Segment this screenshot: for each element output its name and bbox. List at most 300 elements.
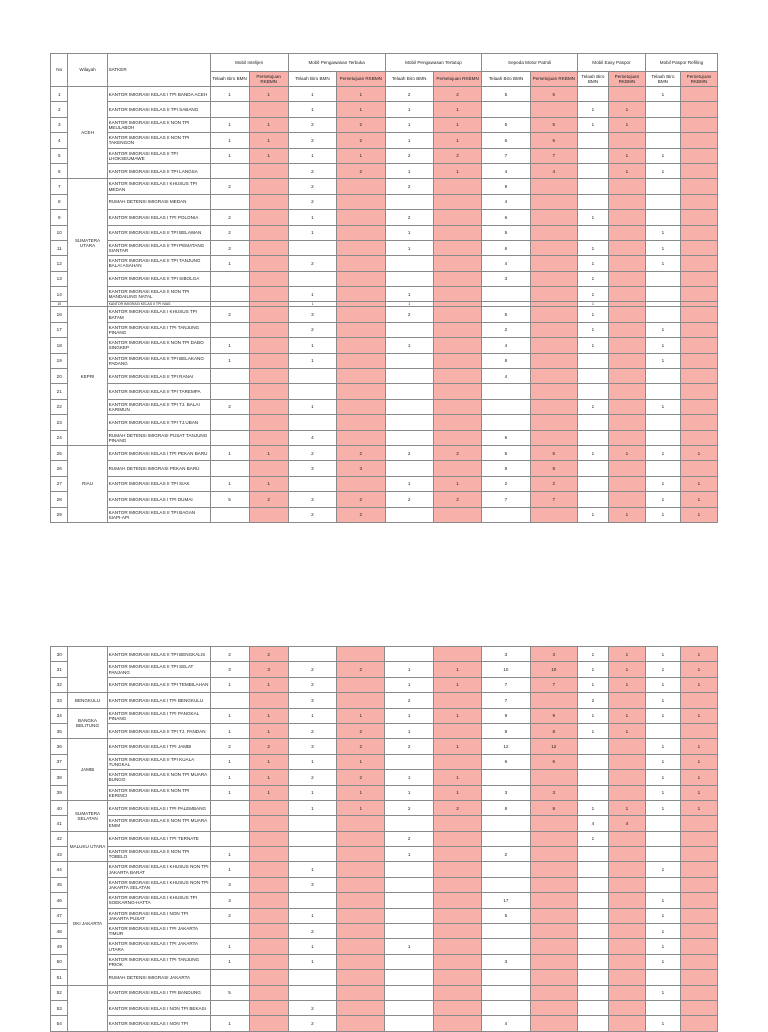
persetujuan-value: 5 bbox=[530, 445, 577, 460]
telaah-value: 2 bbox=[288, 770, 336, 785]
table-row bbox=[51, 970, 718, 985]
telaah-value: 1 bbox=[288, 302, 336, 307]
row-number: 2 bbox=[51, 102, 68, 117]
satker-cell bbox=[107, 739, 210, 754]
telaah-value: 1 bbox=[288, 862, 336, 877]
telaah-value: 3 bbox=[210, 877, 249, 892]
satker-cell bbox=[107, 117, 210, 132]
table-row bbox=[51, 647, 718, 662]
row-number: 46 bbox=[51, 893, 68, 908]
telaah-value bbox=[645, 133, 680, 148]
row-number: 41 bbox=[51, 816, 68, 831]
header-group: Mobil Pengawasan Terbuka bbox=[288, 54, 385, 72]
table-row bbox=[51, 148, 718, 163]
telaah-value: 2 bbox=[288, 133, 336, 148]
persetujuan-value: 1 bbox=[608, 102, 645, 117]
satker-cell bbox=[107, 271, 210, 286]
telaah-value: 2 bbox=[210, 647, 249, 662]
telaah-value: 1 bbox=[288, 353, 336, 368]
table-row bbox=[51, 87, 718, 102]
telaah-value: 2 bbox=[288, 445, 336, 460]
telaah-value bbox=[645, 194, 680, 209]
persetujuan-value: 1 bbox=[608, 677, 645, 692]
telaah-value: 1 bbox=[288, 399, 336, 414]
telaah-value bbox=[577, 1000, 608, 1015]
telaah-value: 2 bbox=[288, 723, 336, 738]
telaah-value bbox=[210, 384, 249, 399]
telaah-value: 2 bbox=[482, 847, 530, 862]
persetujuan-value bbox=[337, 287, 385, 302]
table-row bbox=[51, 816, 718, 831]
telaah-value: 3 bbox=[210, 240, 249, 255]
persetujuan-value: 1 bbox=[433, 785, 481, 800]
table-row bbox=[51, 353, 718, 368]
persetujuan-value bbox=[608, 194, 645, 209]
persetujuan-value bbox=[680, 924, 717, 939]
telaah-value: 1 bbox=[210, 148, 249, 163]
telaah-value bbox=[288, 816, 336, 831]
telaah-value: 2 bbox=[288, 507, 336, 522]
telaah-value: 1 bbox=[577, 723, 608, 738]
persetujuan-value bbox=[433, 179, 481, 194]
persetujuan-value bbox=[249, 271, 288, 286]
persetujuan-value bbox=[530, 877, 577, 892]
persetujuan-value: 1 bbox=[680, 492, 717, 507]
persetujuan-value bbox=[680, 908, 717, 923]
telaah-value: 3 bbox=[482, 785, 530, 800]
persetujuan-value bbox=[337, 338, 385, 353]
telaah-value bbox=[577, 847, 608, 862]
telaah-value bbox=[577, 939, 608, 954]
satker-cell bbox=[107, 893, 210, 908]
telaah-value bbox=[385, 754, 433, 769]
persetujuan-value bbox=[530, 102, 577, 117]
satker-text: KANTOR IMIGRASI KELAS II TPI BELAWAN bbox=[108, 230, 202, 236]
telaah-value: 2 bbox=[210, 210, 249, 225]
satker-cell bbox=[107, 353, 210, 368]
persetujuan-value bbox=[433, 210, 481, 225]
satker-text: KANTOR IMIGRASI KELAS II TPI TANJUNG BALAI ASAHAN bbox=[108, 258, 201, 269]
satker-text: KANTOR IMIGRASI KELAS II NON TPI MEULABOH bbox=[108, 119, 190, 130]
telaah-value: 1 bbox=[385, 847, 433, 862]
telaah-value: 1 bbox=[577, 662, 608, 677]
row-number: 13 bbox=[51, 271, 68, 286]
row-number: 50 bbox=[51, 954, 68, 969]
telaah-value bbox=[645, 369, 680, 384]
persetujuan-value bbox=[680, 210, 717, 225]
table-row bbox=[51, 862, 718, 877]
persetujuan-value bbox=[433, 1000, 481, 1015]
telaah-value bbox=[577, 954, 608, 969]
telaah-value bbox=[577, 893, 608, 908]
persetujuan-value bbox=[530, 847, 577, 862]
persetujuan-value: 1 bbox=[337, 148, 385, 163]
telaah-value: 1 bbox=[645, 939, 680, 954]
telaah-value bbox=[482, 287, 530, 302]
header-telaah: Telaah Biro BMN bbox=[288, 72, 336, 87]
satker-text: KANTOR IMIGRASI KELAS II TPI LHOKSEUMAWE bbox=[108, 150, 178, 161]
row-number: 40 bbox=[51, 800, 68, 815]
telaah-value bbox=[577, 87, 608, 102]
telaah-value bbox=[577, 970, 608, 985]
persetujuan-value bbox=[530, 1000, 577, 1015]
persetujuan-value bbox=[249, 369, 288, 384]
persetujuan-value bbox=[680, 954, 717, 969]
telaah-value bbox=[577, 770, 608, 785]
satker-cell bbox=[107, 87, 210, 102]
telaah-value: 1 bbox=[645, 754, 680, 769]
persetujuan-value bbox=[337, 1000, 385, 1015]
telaah-value bbox=[210, 924, 249, 939]
telaah-value bbox=[210, 970, 249, 985]
table-row bbox=[51, 399, 718, 414]
persetujuan-value bbox=[608, 179, 645, 194]
persetujuan-value bbox=[530, 831, 577, 846]
telaah-value bbox=[577, 353, 608, 368]
telaah-value: 1 bbox=[645, 87, 680, 102]
telaah-value: 1 bbox=[210, 754, 249, 769]
satker-cell bbox=[107, 384, 210, 399]
persetujuan-value bbox=[337, 476, 385, 491]
row-number: 23 bbox=[51, 415, 68, 430]
persetujuan-value bbox=[680, 1000, 717, 1015]
wilayah-cell: SUMATERA UTARA bbox=[68, 179, 107, 307]
persetujuan-value: 2 bbox=[433, 87, 481, 102]
persetujuan-value bbox=[608, 240, 645, 255]
persetujuan-value bbox=[680, 877, 717, 892]
persetujuan-value bbox=[608, 461, 645, 476]
header-telaah: Telaah Biro BMN bbox=[210, 72, 249, 87]
persetujuan-value bbox=[680, 133, 717, 148]
persetujuan-value: 1 bbox=[608, 117, 645, 132]
row-number: 21 bbox=[51, 384, 68, 399]
satker-cell bbox=[107, 225, 210, 240]
satker-cell bbox=[107, 754, 210, 769]
telaah-value: 3 bbox=[482, 647, 530, 662]
telaah-value bbox=[577, 133, 608, 148]
wilayah-cell: KEPRI bbox=[68, 307, 107, 446]
persetujuan-value bbox=[530, 693, 577, 708]
telaah-value: 1 bbox=[645, 862, 680, 877]
telaah-value: 1 bbox=[288, 87, 336, 102]
table-row bbox=[51, 739, 718, 754]
persetujuan-value bbox=[530, 338, 577, 353]
telaah-value bbox=[645, 179, 680, 194]
wilayah-cell: ACEH bbox=[68, 87, 107, 179]
persetujuan-value: 1 bbox=[608, 163, 645, 178]
telaah-value bbox=[385, 908, 433, 923]
row-number: 37 bbox=[51, 754, 68, 769]
telaah-value bbox=[482, 985, 530, 1000]
satker-text: RUMAH DETENSI IMIGRASI JAKARTA bbox=[108, 974, 191, 980]
telaah-value: 1 bbox=[645, 256, 680, 271]
telaah-value bbox=[385, 970, 433, 985]
persetujuan-value: 1 bbox=[249, 677, 288, 692]
persetujuan-value bbox=[530, 307, 577, 322]
satker-text: KANTOR IMIGRASI KELAS II NON TPI MUARA BUNGO bbox=[108, 772, 207, 783]
persetujuan-value: 1 bbox=[608, 647, 645, 662]
telaah-value: 1 bbox=[645, 492, 680, 507]
persetujuan-value bbox=[249, 970, 288, 985]
telaah-value bbox=[577, 754, 608, 769]
telaah-value: 2 bbox=[385, 800, 433, 815]
persetujuan-value bbox=[249, 507, 288, 522]
telaah-value bbox=[288, 847, 336, 862]
telaah-value bbox=[645, 816, 680, 831]
telaah-value bbox=[385, 256, 433, 271]
header-group: Mobil Pengawasan Tertutup bbox=[385, 54, 482, 72]
header-persetujuan: Persetujuan RKBMN bbox=[530, 72, 577, 87]
telaah-value: 1 bbox=[645, 985, 680, 1000]
persetujuan-value bbox=[433, 954, 481, 969]
row-number: 10 bbox=[51, 225, 68, 240]
persetujuan-value bbox=[337, 831, 385, 846]
satker-cell bbox=[107, 461, 210, 476]
row-number: 14 bbox=[51, 287, 68, 302]
telaah-value: 1 bbox=[385, 240, 433, 255]
telaah-value: 5 bbox=[210, 492, 249, 507]
satker-cell bbox=[107, 148, 210, 163]
persetujuan-value: 1 bbox=[680, 647, 717, 662]
telaah-value: 1 bbox=[577, 117, 608, 132]
satker-cell bbox=[107, 102, 210, 117]
telaah-value: 5 bbox=[482, 117, 530, 132]
header-telaah: Telaah Biro BMN bbox=[385, 72, 433, 87]
telaah-value: 1 bbox=[645, 770, 680, 785]
telaah-value bbox=[645, 287, 680, 302]
satker-cell bbox=[107, 862, 210, 877]
persetujuan-value bbox=[680, 399, 717, 414]
telaah-value: 1 bbox=[210, 862, 249, 877]
row-number: 9 bbox=[51, 210, 68, 225]
wilayah-cell: MALUKU UTARA bbox=[68, 831, 107, 862]
persetujuan-value bbox=[249, 893, 288, 908]
persetujuan-value bbox=[680, 225, 717, 240]
persetujuan-value: 1 bbox=[433, 117, 481, 132]
telaah-value: 2 bbox=[288, 256, 336, 271]
telaah-value bbox=[577, 225, 608, 240]
telaah-value: 9 bbox=[482, 179, 530, 194]
telaah-value bbox=[645, 831, 680, 846]
persetujuan-value bbox=[680, 194, 717, 209]
persetujuan-value bbox=[337, 893, 385, 908]
persetujuan-value bbox=[433, 461, 481, 476]
telaah-value bbox=[482, 924, 530, 939]
telaah-value bbox=[482, 770, 530, 785]
telaah-value: 5 bbox=[210, 985, 249, 1000]
persetujuan-value bbox=[680, 369, 717, 384]
persetujuan-value: 1 bbox=[249, 87, 288, 102]
wilayah-cell: SUMATERA SELATAN bbox=[68, 800, 107, 831]
row-number: 36 bbox=[51, 739, 68, 754]
persetujuan-value bbox=[680, 893, 717, 908]
telaah-value: 7 bbox=[482, 693, 530, 708]
persetujuan-value bbox=[608, 954, 645, 969]
table-row bbox=[51, 415, 718, 430]
persetujuan-value bbox=[680, 970, 717, 985]
satker-cell bbox=[107, 831, 210, 846]
telaah-value: 5 bbox=[482, 87, 530, 102]
telaah-value bbox=[385, 322, 433, 337]
telaah-value: 2 bbox=[288, 1000, 336, 1015]
satker-text: KANTOR IMIGRASI KELAS II TPI KUALA TUNGKAL bbox=[108, 756, 194, 767]
persetujuan-value: 1 bbox=[608, 800, 645, 815]
table-row bbox=[51, 369, 718, 384]
telaah-value: 1 bbox=[210, 87, 249, 102]
telaah-value bbox=[577, 785, 608, 800]
persetujuan-value bbox=[433, 877, 481, 892]
persetujuan-value bbox=[433, 847, 481, 862]
persetujuan-value bbox=[249, 461, 288, 476]
persetujuan-value: 1 bbox=[608, 507, 645, 522]
persetujuan-value bbox=[608, 939, 645, 954]
telaah-value bbox=[288, 831, 336, 846]
row-number: 28 bbox=[51, 492, 68, 507]
telaah-value bbox=[482, 415, 530, 430]
persetujuan-value bbox=[249, 240, 288, 255]
persetujuan-value bbox=[680, 256, 717, 271]
persetujuan-value: 1 bbox=[680, 445, 717, 460]
telaah-value: 1 bbox=[645, 353, 680, 368]
telaah-value bbox=[482, 399, 530, 414]
persetujuan-value bbox=[680, 102, 717, 117]
persetujuan-value bbox=[337, 924, 385, 939]
persetujuan-value: 1 bbox=[433, 677, 481, 692]
telaah-value bbox=[645, 461, 680, 476]
satker-text: KANTOR IMIGRASI KELAS I NON TPI BEKASI bbox=[108, 1005, 206, 1011]
telaah-value: 1 bbox=[645, 785, 680, 800]
persetujuan-value bbox=[680, 148, 717, 163]
telaah-value bbox=[385, 877, 433, 892]
telaah-value: 1 bbox=[577, 647, 608, 662]
telaah-value bbox=[577, 163, 608, 178]
telaah-value: 2 bbox=[288, 179, 336, 194]
table-row bbox=[51, 877, 718, 892]
persetujuan-value: 1 bbox=[680, 476, 717, 491]
table-row bbox=[51, 179, 718, 194]
telaah-value bbox=[288, 369, 336, 384]
persetujuan-value bbox=[337, 862, 385, 877]
telaah-value: 2 bbox=[210, 739, 249, 754]
telaah-value: 3 bbox=[288, 461, 336, 476]
persetujuan-value bbox=[249, 322, 288, 337]
persetujuan-value: 2 bbox=[337, 163, 385, 178]
persetujuan-value bbox=[530, 985, 577, 1000]
persetujuan-value bbox=[249, 877, 288, 892]
telaah-value: 1 bbox=[210, 476, 249, 491]
telaah-value: 2 bbox=[385, 739, 433, 754]
telaah-value: 2 bbox=[288, 194, 336, 209]
telaah-value: 1 bbox=[645, 322, 680, 337]
telaah-value bbox=[577, 430, 608, 445]
satker-text: KANTOR IMIGRASI KELAS I KHUSUS TPI SOEKARNO-HATTA bbox=[108, 895, 198, 906]
table-row bbox=[51, 708, 718, 723]
persetujuan-value bbox=[249, 399, 288, 414]
telaah-value bbox=[645, 723, 680, 738]
table-row bbox=[51, 225, 718, 240]
wilayah-cell bbox=[68, 647, 107, 693]
persetujuan-value bbox=[608, 287, 645, 302]
persetujuan-value bbox=[530, 862, 577, 877]
persetujuan-value: 8 bbox=[530, 461, 577, 476]
persetujuan-value bbox=[433, 723, 481, 738]
telaah-value: 1 bbox=[210, 353, 249, 368]
header-persetujuan: Persetujuan RKBMN bbox=[249, 72, 288, 87]
persetujuan-value: 4 bbox=[530, 163, 577, 178]
persetujuan-value: 1 bbox=[337, 754, 385, 769]
persetujuan-value bbox=[433, 307, 481, 322]
telaah-value bbox=[645, 271, 680, 286]
row-number: 49 bbox=[51, 939, 68, 954]
header-group: Sepeda Motor Patroli bbox=[482, 54, 578, 72]
telaah-value: 6 bbox=[482, 133, 530, 148]
persetujuan-value bbox=[530, 430, 577, 445]
persetujuan-value bbox=[433, 693, 481, 708]
persetujuan-value: 2 bbox=[249, 739, 288, 754]
persetujuan-value: 2 bbox=[337, 492, 385, 507]
header-group: Mobil Intelijen bbox=[210, 54, 288, 72]
telaah-value bbox=[288, 647, 336, 662]
persetujuan-value bbox=[608, 338, 645, 353]
header-telaah: Telaah Biro BMN bbox=[645, 72, 680, 87]
persetujuan-value: 1 bbox=[608, 708, 645, 723]
persetujuan-value bbox=[530, 908, 577, 923]
persetujuan-value bbox=[680, 322, 717, 337]
telaah-value: 4 bbox=[482, 369, 530, 384]
telaah-value: 1 bbox=[210, 133, 249, 148]
persetujuan-value: 2 bbox=[337, 507, 385, 522]
persetujuan-value bbox=[530, 256, 577, 271]
telaah-value: 2 bbox=[385, 210, 433, 225]
persetujuan-value bbox=[680, 240, 717, 255]
row-number: 3 bbox=[51, 117, 68, 132]
row-number: 35 bbox=[51, 723, 68, 738]
persetujuan-value bbox=[337, 908, 385, 923]
table-row bbox=[51, 924, 718, 939]
persetujuan-value bbox=[249, 225, 288, 240]
telaah-value: 1 bbox=[210, 256, 249, 271]
persetujuan-value: 5 bbox=[530, 117, 577, 132]
telaah-value: 1 bbox=[645, 445, 680, 460]
persetujuan-value: 2 bbox=[337, 739, 385, 754]
persetujuan-value bbox=[680, 816, 717, 831]
telaah-value bbox=[577, 739, 608, 754]
persetujuan-value bbox=[249, 210, 288, 225]
persetujuan-value: 12 bbox=[530, 739, 577, 754]
row-number: 54 bbox=[51, 1016, 68, 1031]
telaah-value bbox=[288, 240, 336, 255]
telaah-value: 2 bbox=[385, 831, 433, 846]
table-row bbox=[51, 210, 718, 225]
table-row bbox=[51, 677, 718, 692]
asset-table-page-1 bbox=[50, 53, 718, 523]
telaah-value: 1 bbox=[577, 240, 608, 255]
telaah-value: 1 bbox=[645, 708, 680, 723]
telaah-value: 1 bbox=[288, 102, 336, 117]
telaah-value: 1 bbox=[577, 271, 608, 286]
satker-text: KANTOR IMIGRASI KELAS II TPI SIAK bbox=[108, 481, 190, 487]
wilayah-cell: DKI JAKARTA bbox=[68, 862, 107, 985]
telaah-value: 12 bbox=[482, 739, 530, 754]
row-number: 33 bbox=[51, 693, 68, 708]
telaah-value bbox=[210, 800, 249, 815]
telaah-value bbox=[577, 908, 608, 923]
persetujuan-value: 3 bbox=[337, 461, 385, 476]
persetujuan-value bbox=[530, 939, 577, 954]
satker-cell bbox=[107, 723, 210, 738]
telaah-value: 1 bbox=[385, 785, 433, 800]
row-number: 17 bbox=[51, 322, 68, 337]
